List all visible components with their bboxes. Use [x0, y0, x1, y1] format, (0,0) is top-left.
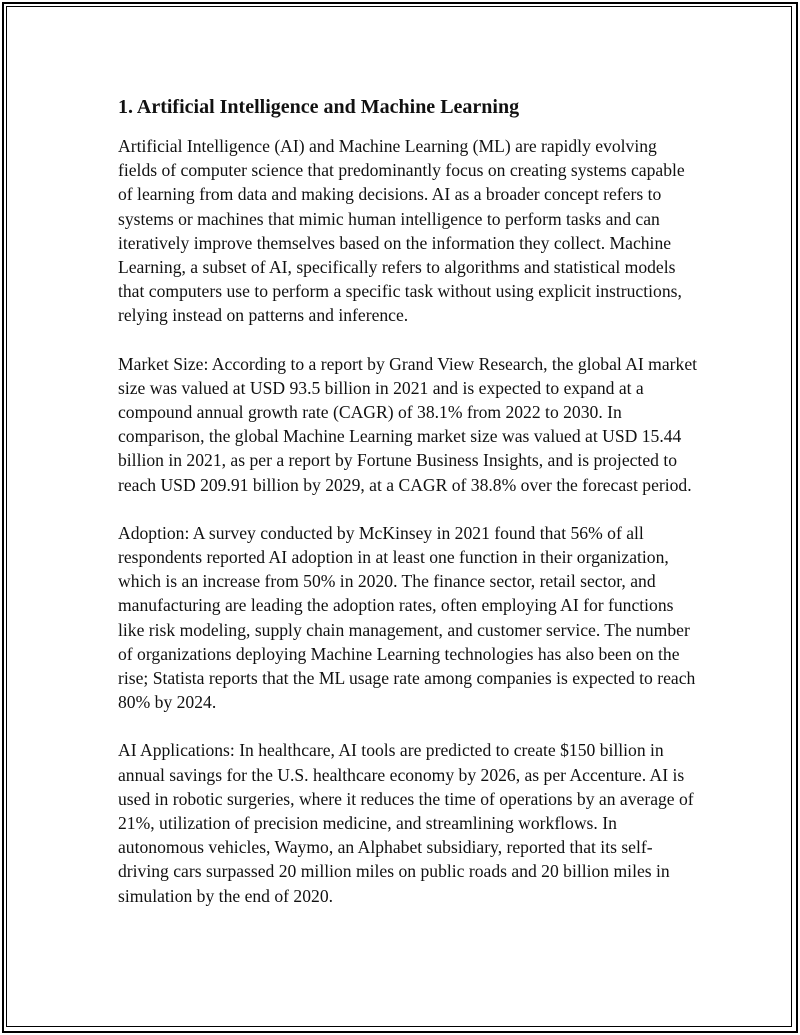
paragraph-ai-applications: AI Applications: In healthcare, AI tools are predicted to create $150 billion in annual savings for the U.S. healthcare economy by 2026, as per Accenture. AI is used in robotic surgeries, where it reduces the time of operations by an average of 21%, utilization of precision medicine, and streamlining workflows. In autonomous vehicles, Waymo, an Alphabet subsidiary, reported that its self-driving cars surpassed 20 million miles on public roads and 20 billion miles in simulation by the end of 2020.	[118, 740, 694, 906]
paragraph-introduction: Artificial Intelligence (AI) and Machine Learning (ML) are rapidly evolving fields of computer science that predominantly focus on creating systems capable of learning from data and making decisions. AI as a broader concept refers to systems or machines that mimic human intelligence to perform tasks and can iteratively improve themselves based on the information they collect. Machine Learning, a subset of AI, specifically refers to algorithms and statistical models that computers use to perform a specific task without using explicit instructions, relying instead on patterns and inference.	[118, 136, 685, 326]
paragraph-market-size: Market Size: According to a report by Grand View Research, the global AI market size was valued at USD 93.5 billion in 2021 and is expected to expand at a compound annual growth rate (CAGR) of 38.1% from 2022 to 2030. In comparison, the global Machine Learning market size was valued at USD 15.44 billion in 2021, as per a report by Fortune Business Insights, and is projected to reach USD 209.91 billion by 2029, at a CAGR of 38.8% over the forecast period.	[118, 353, 698, 495]
paragraph-adoption: Adoption: A survey conducted by McKinsey in 2021 found that 56% of all respondents reported AI adoption in at least one function in their organization, which is an increase from 50% in 2020. The finance sector, retail sector, and manufacturing are leading the adoption rates, often employing AI for functions like risk modeling, supply chain management, and customer service. The number of organizations deploying Machine Learning technologies has also been on the rise; Statista reports that the ML usage rate among companies is expected to reach 80% by 2024.	[118, 522, 696, 713]
section-heading: 1. Artificial Intelligence and Machine Learning	[118, 96, 520, 118]
document-body	[118, 94, 698, 932]
